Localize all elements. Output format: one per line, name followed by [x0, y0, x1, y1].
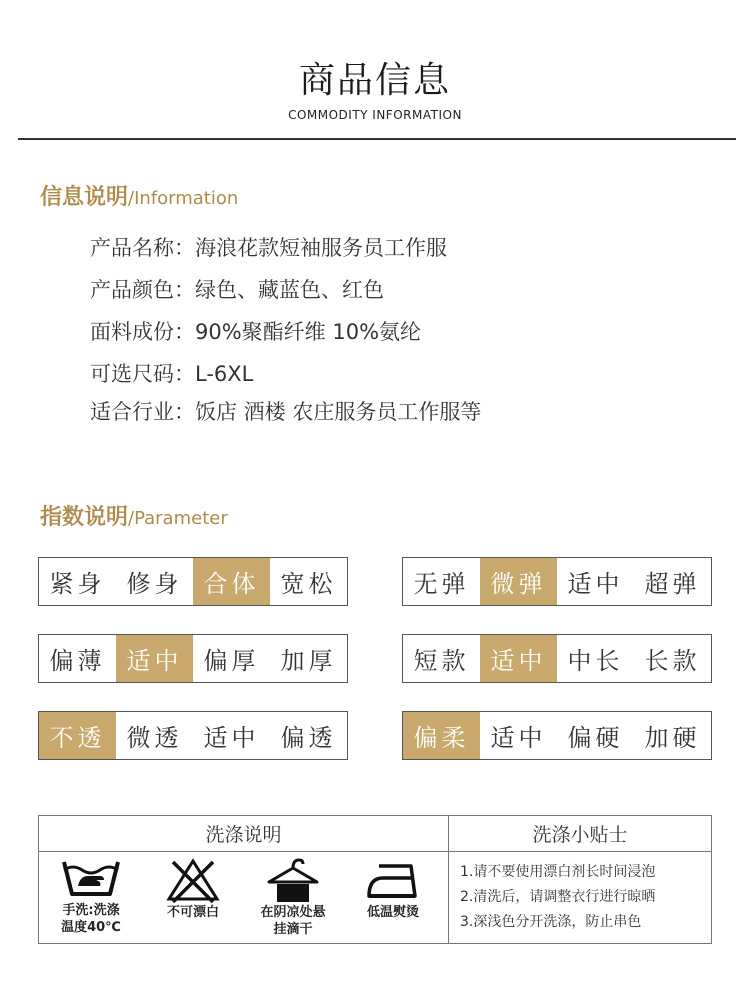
no-bleach-item: [145, 856, 241, 921]
washing-table: [38, 815, 712, 944]
param-option: 短款: [413, 647, 470, 675]
parameter-heading-en: /Parameter: [128, 508, 228, 529]
hang-dry-label-1: 在阴凉处悬: [260, 905, 326, 920]
param-option: 宽松: [280, 570, 337, 598]
info-heading: [40, 180, 238, 211]
param-softness: [402, 711, 712, 760]
washing-tips-list: [460, 860, 655, 935]
washing-tips-header: 洗涤小贴士: [449, 816, 711, 852]
low-iron-icon: [361, 856, 425, 904]
washing-tip: 3.深浅色分开洗涤，防止串色: [460, 914, 642, 930]
parameter-heading-cn: 指数说明: [40, 505, 129, 530]
info-row-name: 产品名称：海浪花款短袖服务员工作服: [90, 236, 447, 260]
param-transparency: [38, 711, 348, 760]
param-option: 偏薄: [49, 647, 106, 675]
washing-divider: [448, 816, 449, 943]
parameter-heading: [40, 500, 228, 531]
param-option-selected: 微弹: [480, 558, 557, 605]
param-option: 无弹: [413, 570, 470, 598]
hand-wash-label-2: 温度40℃: [61, 920, 121, 935]
page-subtitle: COMMODITY INFORMATION: [288, 108, 462, 122]
low-iron-item: [345, 856, 441, 921]
param-option: 适中: [567, 570, 624, 598]
param-option-selected: 适中: [116, 635, 193, 682]
param-option: 偏厚: [203, 647, 260, 675]
no-bleach-label-1: 不可漂白: [166, 905, 219, 920]
info-row-size: 可选尺码：L-6XL: [90, 362, 254, 386]
param-option-selected: 偏柔: [403, 712, 480, 759]
param-thickness: [38, 634, 348, 683]
page-title: 商品信息: [298, 60, 451, 101]
param-option-selected: 适中: [480, 635, 557, 682]
hang-dry-item: [245, 856, 341, 938]
info-heading-en: /Information: [128, 188, 239, 209]
param-fit: [38, 557, 348, 606]
hand-wash-item: [43, 856, 139, 936]
info-list: [90, 232, 481, 438]
param-option-selected: 合体: [193, 558, 270, 605]
info-row-industry: 适合行业：饭店 酒楼 农庄服务员工作服等: [90, 400, 482, 424]
header-divider: [18, 138, 736, 140]
param-option: 加硬: [644, 724, 701, 752]
hang-dry-shade-icon: [263, 856, 323, 904]
no-bleach-icon: [163, 856, 223, 904]
param-option: 中长: [567, 647, 624, 675]
param-option: 紧身: [49, 570, 106, 598]
low-iron-label-1: 低温熨烫: [366, 905, 419, 920]
info-row-fabric: 面料成份：90%聚酯纤维 10%氨纶: [90, 320, 422, 344]
param-option: 微透: [126, 724, 183, 752]
hand-wash-icon: [56, 856, 126, 902]
param-option: 偏透: [280, 724, 337, 752]
washing-instructions-header: 洗涤说明: [39, 816, 448, 852]
param-option: 适中: [490, 724, 547, 752]
param-option: 加厚: [280, 647, 337, 675]
param-option: 修身: [126, 570, 183, 598]
hang-dry-label-2: 挂滴干: [273, 922, 313, 937]
washing-tip: 1.请不要使用漂白剂长时间浸泡: [460, 864, 656, 880]
param-option: 超弹: [644, 570, 701, 598]
param-option: 长款: [644, 647, 701, 675]
param-stretch: [402, 557, 712, 606]
param-option: 偏硬: [567, 724, 624, 752]
hand-wash-label-1: 手洗:洗涤: [62, 903, 120, 918]
washing-tip: 2.清洗后，请调整衣行进行晾晒: [460, 889, 656, 905]
param-length: [402, 634, 712, 683]
param-option: 适中: [203, 724, 260, 752]
info-row-color: 产品颜色：绿色、藏蓝色、红色: [90, 278, 384, 302]
param-option-selected: 不透: [39, 712, 116, 759]
info-heading-cn: 信息说明: [40, 185, 129, 210]
